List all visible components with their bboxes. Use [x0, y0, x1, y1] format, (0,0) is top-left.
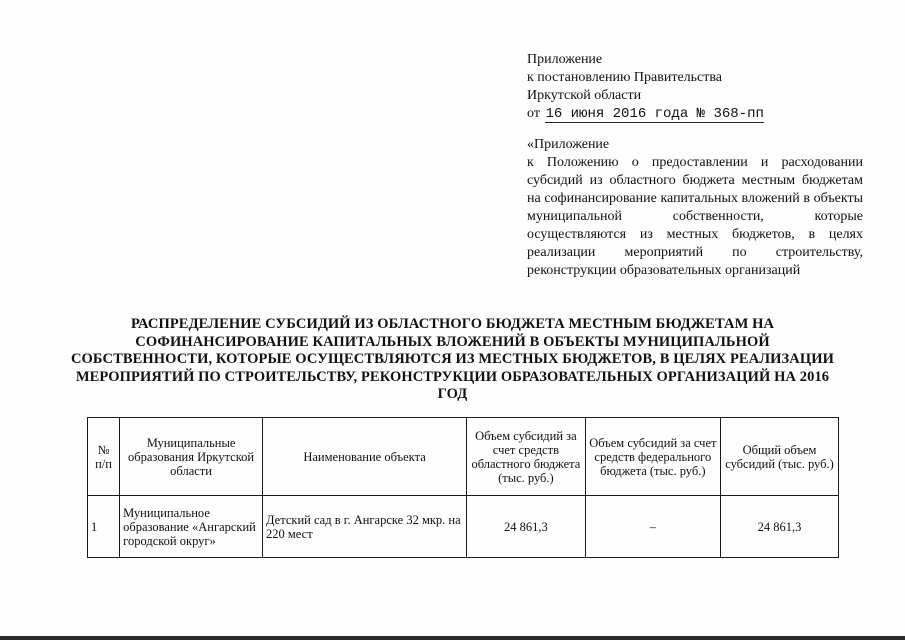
cell-municipality: Муниципальное образование «Ангарский городской округ»	[120, 496, 263, 558]
table-row	[88, 496, 839, 558]
header-object: Наименование объекта	[263, 418, 467, 496]
cell-total: 24 861,3	[721, 496, 839, 558]
appendix-line-3: Иркутской области	[527, 88, 642, 103]
document-title: РАСПРЕДЕЛЕНИЕ СУБСИДИЙ ИЗ ОБЛАСТНОГО БЮДЖЕТА МЕСТНЫМ БЮДЖЕТАМ НА СОФИНАНСИРОВАНИЕ КАПИТАЛЬНЫХ ВЛОЖЕНИЙ В ОБЪЕКТЫ МУНИЦИПАЛЬНОЙ СОБСТВЕННОСТИ, КОТОРЫЕ ОСУЩЕСТВЛЯЮТСЯ ИЗ МЕСТНЫХ БЮДЖЕТОВ, В ЦЕЛЯХ РЕАЛИЗАЦИИ МЕРОПРИЯТИЙ ПО СТРОИТЕЛЬСТВУ, РЕКОНСТРУКЦИИ ОБРАЗОВАТЕЛЬНЫХ ОРГАНИЗАЦИЙ НА 2016 ГОД	[70, 316, 835, 402]
cell-number: 1	[88, 496, 120, 558]
header-municipality: Муниципальные образования Иркутской области	[120, 418, 263, 496]
appendix-block	[527, 51, 867, 123]
scan-bottom-edge	[0, 636, 905, 640]
cell-object: Детский сад в г. Ангарске 32 мкр. на 220 мест	[263, 496, 467, 558]
cell-federal-budget: –	[585, 496, 720, 558]
cell-regional-budget: 24 861,3	[467, 496, 586, 558]
header-number: № п/п	[88, 418, 120, 496]
appendix-line-1: Приложение	[527, 52, 603, 67]
subsidy-table	[87, 417, 839, 558]
appendix-date-value: 16 июня 2016 года № 368-пп	[545, 106, 764, 122]
appendix-date-line	[527, 105, 867, 123]
appendix-date-prefix: от	[527, 106, 540, 121]
sub-appendix-head: «Приложение	[527, 137, 610, 152]
header-total: Общий объем субсидий (тыс. руб.)	[721, 418, 839, 496]
table-header-row	[88, 418, 839, 496]
header-federal-budget: Объем субсидий за счет средств федерального бюджета (тыс. руб.)	[585, 418, 720, 496]
sub-appendix-block	[527, 136, 863, 280]
appendix-line-2: к постановлению Правительства	[527, 70, 723, 85]
sub-appendix-body: к Положению о предоставлении и расходовании субсидий из областного бюджета местным бюджетам на софинансирование капитальных вложений в объекты муниципальной собственности, которые осуществляются из местных бюджетов, в целях реализации мероприятий по строительству, реконструкции образовательных организаций	[527, 155, 863, 278]
header-regional-budget: Объем субсидий за счет средств областного бюджета (тыс. руб.)	[467, 418, 586, 496]
